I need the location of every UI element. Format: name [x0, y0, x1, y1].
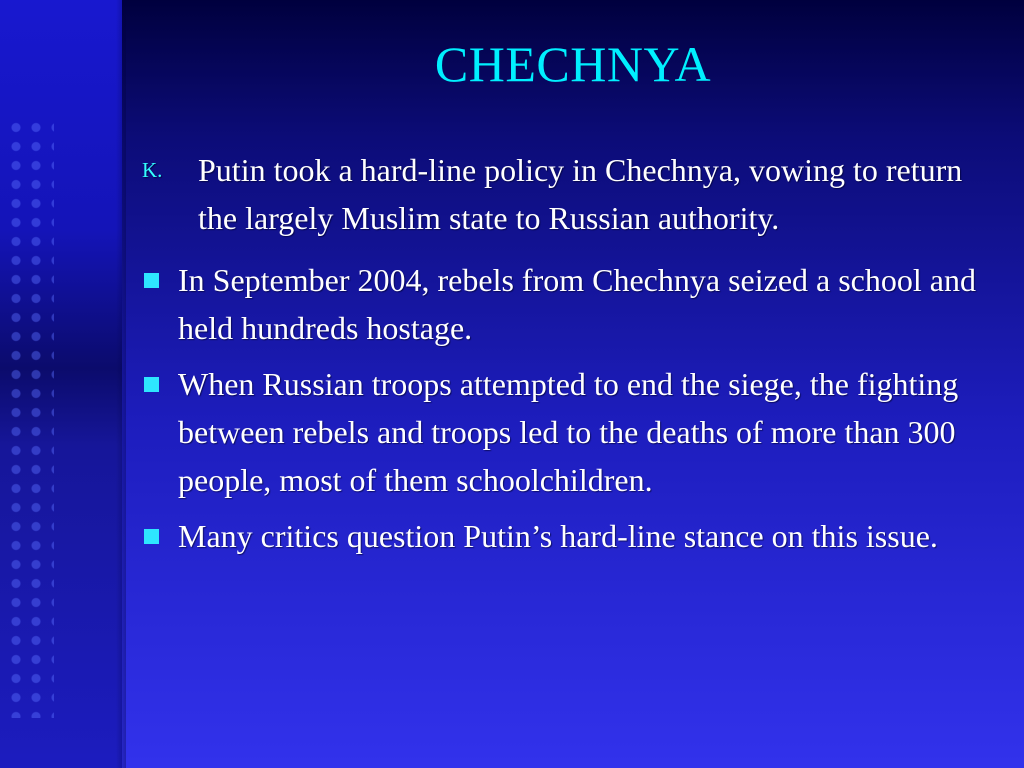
- square-bullet-icon: [136, 256, 178, 288]
- list-item: [136, 512, 1006, 560]
- list-item-text: When Russian troops attempted to end the siege, the fighting between rebels and troops led to the deaths of more than 300 people, most of them schoolchildren.: [178, 366, 959, 498]
- left-band-shadow: [116, 0, 126, 768]
- list-item-text: In September 2004, rebels from Chechnya seized a school and held hundreds hostage.: [178, 262, 976, 346]
- square-bullet-icon: [136, 360, 178, 392]
- list-item: [136, 256, 1006, 352]
- bullet-list: [136, 146, 1006, 568]
- list-item: [136, 360, 1006, 504]
- slide-title: CHECHNYA: [434, 36, 712, 92]
- list-item-text: Putin took a hard-line policy in Chechnya, vowing to return the largely Muslim state to Russian authority.: [198, 152, 963, 236]
- square-bullet-icon: [136, 512, 178, 544]
- list-item: [136, 146, 1006, 242]
- list-marker-letter: K.: [142, 158, 163, 182]
- decorative-dot-grid: [6, 118, 54, 718]
- list-item-text: Many critics question Putin’s hard-line stance on this issue.: [178, 518, 938, 554]
